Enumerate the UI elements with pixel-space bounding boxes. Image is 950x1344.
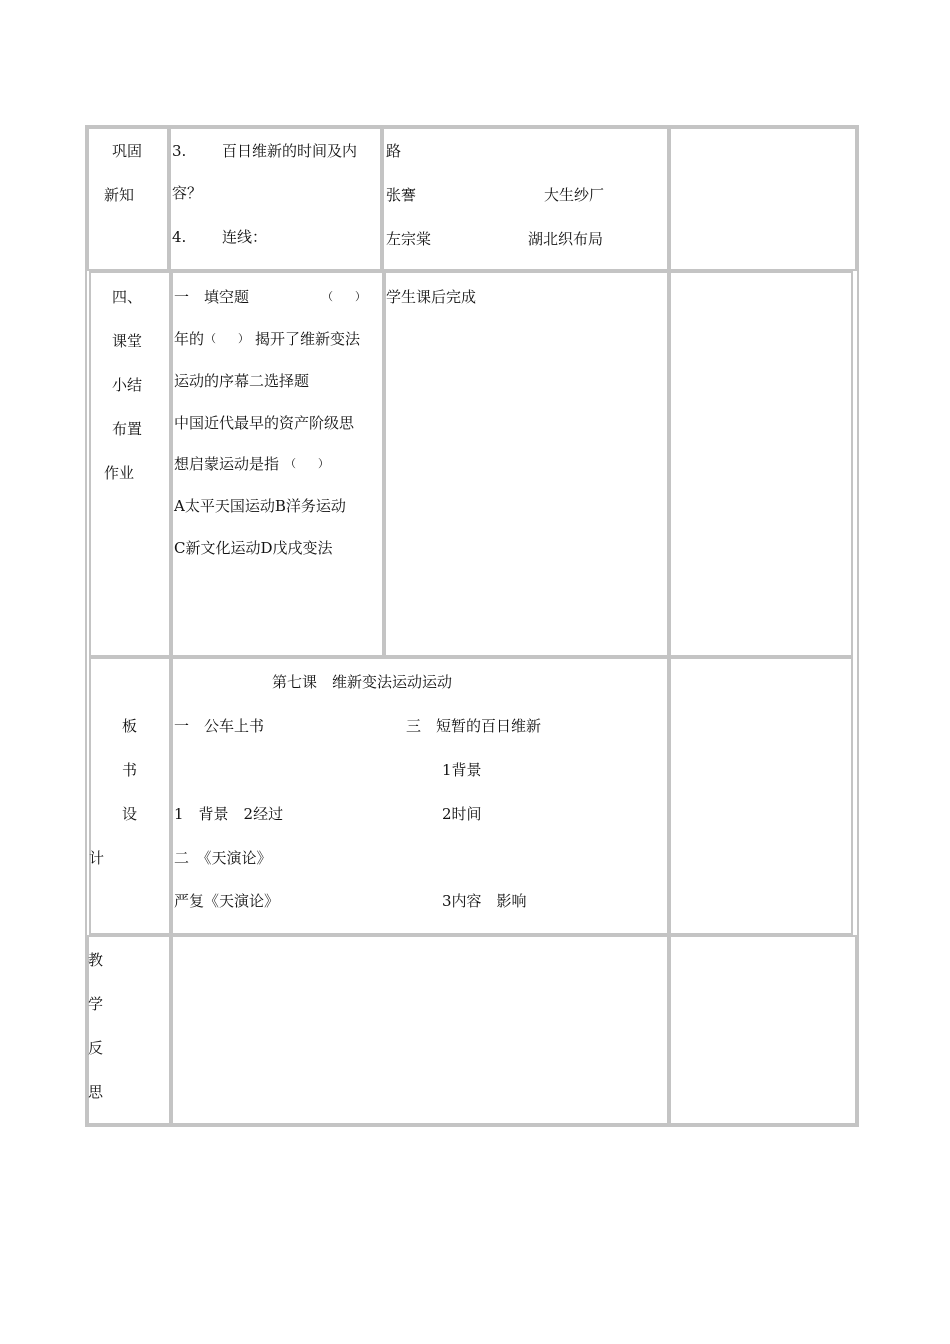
row2-label-line5: 作业: [104, 464, 135, 482]
row3-notes-cell: [669, 657, 853, 935]
fill-blank-title: 一 填空题: [174, 288, 250, 306]
blank-paren-1: （ ）: [322, 290, 366, 303]
row3-label-line1: 板: [122, 717, 138, 735]
row2-label-line4: 布置: [112, 420, 143, 438]
summary-line3: 运动的序幕二选择题: [174, 372, 310, 390]
homework-note: 学生课后完成: [386, 288, 477, 306]
row3-label-line4: 计: [89, 849, 105, 867]
summary-line2-a: 年的: [174, 330, 205, 348]
option-ab: A太平天国运动B洋务运动: [174, 497, 346, 515]
q3-text-line1: 百日维新的时间及内: [222, 142, 358, 160]
match-right-1: 大生纱厂: [544, 186, 605, 204]
board-right-2: 1背景: [442, 761, 482, 779]
row4-label-line3: 反: [88, 1039, 104, 1057]
blank-paren-3: （ ）: [285, 457, 329, 470]
row1-notes-cell: [669, 127, 857, 271]
row1-label-line2-text: 新知: [104, 186, 135, 204]
q3-text-line2: 容？: [172, 184, 203, 202]
board-left-3: 二 《天演论》: [174, 849, 272, 867]
row2-notes-cell: [669, 271, 853, 657]
q3-number: 3.: [172, 142, 187, 160]
option-cd: C新文化运动D戊戌变法: [174, 539, 333, 557]
board-left-4: 严复《天演论》: [174, 892, 280, 910]
row1-activity-cell: [382, 127, 669, 271]
row2-label-line2: 课堂: [112, 332, 143, 350]
board-left-2: 1 背景 2经过: [174, 805, 284, 823]
row2-activity-cell: [384, 271, 669, 657]
row4-content-cell: [171, 935, 669, 1125]
row4-notes-cell: [669, 935, 857, 1125]
row3-label-line2: 书: [122, 761, 138, 779]
blank-paren-2: （ ）: [205, 332, 249, 345]
board-right-4: 3内容 影响: [442, 892, 527, 910]
row3-label-cell: [89, 657, 171, 935]
row4-label-line1: 教: [88, 951, 104, 969]
row4-label-line2: 学: [88, 995, 104, 1013]
match-right-2: 湖北织布局: [528, 230, 604, 248]
match-left-1: 张謇: [386, 186, 417, 204]
row3-label-line3: 设: [122, 805, 138, 823]
q4-text: 连线：: [222, 228, 268, 246]
summary-line4: 中国近代最早的资产阶级思: [174, 414, 355, 432]
row1-label-line1: 巩固: [112, 142, 143, 160]
board-right-1: 三 短暂的百日维新: [406, 717, 542, 735]
row2-label-line3: 小结: [112, 376, 143, 394]
activity-line1: 路: [386, 142, 402, 160]
row2-label-line1: 四、: [112, 288, 143, 306]
row4-label-line4: 思: [88, 1083, 104, 1101]
board-right-3: 2时间: [442, 805, 482, 823]
summary-line2-b: 揭开了维新变法: [255, 330, 361, 348]
board-title: 第七课 维新变法运动运动: [272, 673, 453, 691]
summary-line5-a: 想启蒙运动是指: [174, 455, 280, 473]
match-left-2: 左宗棠: [386, 230, 432, 248]
q4-number: 4.: [172, 228, 187, 246]
board-left-1: 一 公车上书: [174, 717, 265, 735]
